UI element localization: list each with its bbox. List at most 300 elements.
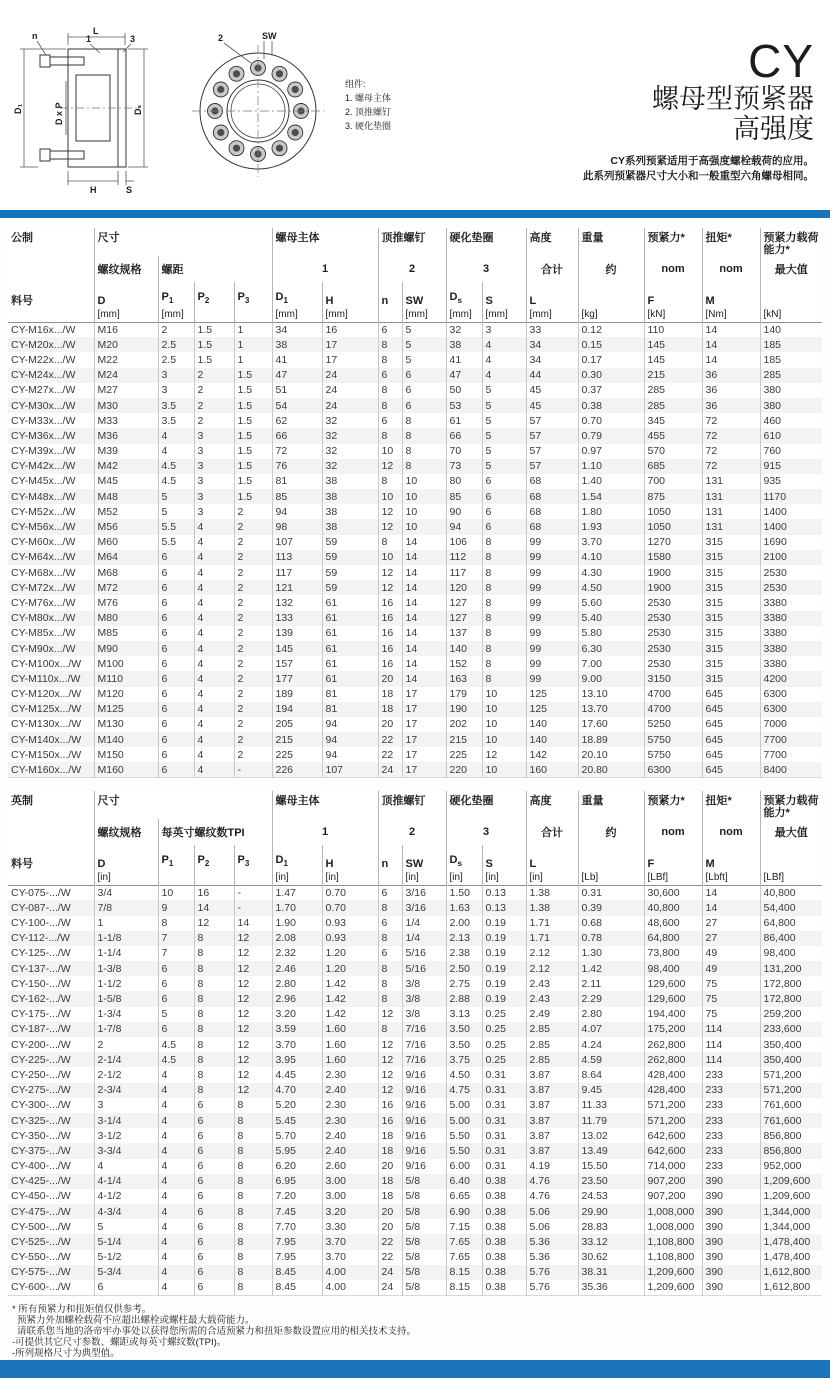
value-cell: 2.12 (526, 946, 578, 961)
value-cell: 94 (322, 747, 378, 762)
column-subgroup-header: 1 (272, 819, 378, 845)
value-cell: 2.85 (526, 1037, 578, 1052)
value-cell: 13.49 (578, 1143, 644, 1158)
part-number-cell: CY-225-.../W (11, 1053, 71, 1066)
part-number-cell: CY-425-.../W (11, 1175, 71, 1188)
value-cell: M140 (94, 732, 158, 747)
column-header: L [in] (526, 845, 578, 885)
value-cell: 3.50 (446, 1022, 482, 1037)
part-number-cell: CY-350-.../W (11, 1129, 71, 1142)
value-cell: 81 (322, 687, 378, 702)
value-cell: 5/8 (402, 1204, 446, 1219)
footnote-line: -可提供其它尺寸参数、螺距或每英寸螺纹数(TPI)。 (12, 1336, 227, 1348)
value-cell: 17 (402, 687, 446, 702)
value-cell: 4 (158, 1143, 194, 1158)
value-cell: 4.75 (446, 1083, 482, 1098)
value-cell: 1400 (760, 519, 822, 534)
value-cell: 6 (158, 762, 194, 777)
value-cell: 99 (526, 580, 578, 595)
product-subtitle-grade: 高强度 (733, 114, 814, 144)
value-cell: 4 (158, 1265, 194, 1280)
value-cell: 9/16 (402, 1128, 446, 1143)
column-header: [LBf] (760, 845, 822, 885)
value-cell: 2 (234, 641, 272, 656)
value-cell: 129,600 (644, 976, 702, 991)
value-cell: 5.50 (446, 1143, 482, 1158)
column-header: $P_1$ (158, 845, 194, 885)
value-cell: 24 (322, 398, 378, 413)
value-cell: 6 (482, 504, 526, 519)
value-cell: 315 (702, 550, 760, 565)
value-cell: 140 (760, 322, 822, 337)
value-cell: 1/4 (402, 931, 446, 946)
value-cell: M150 (94, 747, 158, 762)
legend-item: 2. 顶推螺钉 (345, 107, 392, 117)
value-cell: 0.25 (482, 1037, 526, 1052)
value-cell: 6 (158, 687, 194, 702)
part-number-cell: CY-450-.../W (11, 1190, 71, 1203)
column-header: [kN] (760, 282, 822, 322)
value-cell: 3.87 (526, 1143, 578, 1158)
value-cell: 11.79 (578, 1113, 644, 1128)
value-cell: 4 (158, 1189, 194, 1204)
value-cell: 6 (194, 1143, 234, 1158)
value-cell: 5-1/2 (94, 1250, 158, 1265)
column-group-header: 重量 (578, 791, 644, 819)
value-cell: 81 (322, 702, 378, 717)
value-cell: 12 (234, 1067, 272, 1082)
column-group-header: 尺寸 (94, 228, 272, 256)
table-row (8, 1113, 822, 1128)
value-cell: 4 (158, 428, 194, 443)
value-cell: 12 (234, 991, 272, 1006)
value-cell: 10 (402, 519, 446, 534)
value-cell: 315 (702, 671, 760, 686)
value-cell: 5.00 (446, 1098, 482, 1113)
value-cell: 3/8 (402, 991, 446, 1006)
value-cell: 41 (272, 352, 322, 367)
description-line: CY系列预紧适用于高强度螺栓载荷的应用。 (610, 155, 814, 167)
value-cell: - (234, 900, 272, 915)
value-cell: 315 (702, 565, 760, 580)
part-number-cell: CY-M160x.../W (11, 763, 82, 776)
value-cell: 6 (158, 732, 194, 747)
value-cell: 7.95 (272, 1234, 322, 1249)
value-cell: 907,200 (644, 1189, 702, 1204)
value-cell: 0.39 (578, 900, 644, 915)
value-cell: 34 (526, 337, 578, 352)
value-cell: 700 (644, 474, 702, 489)
table-row (8, 1052, 822, 1067)
value-cell: 5.76 (526, 1265, 578, 1280)
value-cell: 8 (234, 1174, 272, 1189)
value-cell: 107 (272, 535, 322, 550)
value-cell: 14 (402, 595, 446, 610)
value-cell: 4 (158, 1083, 194, 1098)
value-cell: 38 (322, 489, 378, 504)
legend-item: 1. 螺母主体 (345, 93, 392, 103)
value-cell: 1.30 (578, 946, 644, 961)
value-cell: 3.00 (322, 1189, 378, 1204)
value-cell: 12 (378, 1052, 402, 1067)
value-cell: 10 (378, 444, 402, 459)
value-cell: 645 (702, 762, 760, 777)
value-cell: M56 (94, 519, 158, 534)
value-cell: 380 (760, 398, 822, 413)
value-cell: 2.30 (322, 1098, 378, 1113)
table-row (8, 991, 822, 1006)
value-cell: 57 (526, 413, 578, 428)
value-cell: 17 (322, 352, 378, 367)
value-cell: 5.06 (526, 1204, 578, 1219)
value-cell: 172,800 (760, 976, 822, 991)
value-cell: 215 (446, 732, 482, 747)
value-cell: 121 (272, 580, 322, 595)
accent-divider-bar (0, 210, 830, 218)
value-cell: 59 (322, 535, 378, 550)
value-cell: 12 (234, 1052, 272, 1067)
value-cell: 94 (322, 717, 378, 732)
value-cell: 642,600 (644, 1128, 702, 1143)
part-number-cell: CY-M60x.../W (11, 536, 76, 549)
value-cell: 16 (322, 322, 378, 337)
value-cell: 6 (378, 413, 402, 428)
part-number-cell: CY-325-.../W (11, 1114, 71, 1127)
value-cell: 3.5 (158, 398, 194, 413)
value-cell: 16 (378, 641, 402, 656)
value-cell: 12 (378, 565, 402, 580)
part-number-cell: CY-375-.../W (11, 1144, 71, 1157)
value-cell: 7.70 (272, 1219, 322, 1234)
value-cell: 4 (194, 747, 234, 762)
part-number-cell: CY-M39x.../W (11, 445, 76, 458)
value-cell: 4-1/2 (94, 1189, 158, 1204)
value-cell: 1.42 (322, 991, 378, 1006)
value-cell: 16 (378, 611, 402, 626)
value-cell: 610 (760, 428, 822, 443)
value-cell: 8 (378, 535, 402, 550)
value-cell: 6 (194, 1219, 234, 1234)
table-row (8, 1128, 822, 1143)
value-cell: 3.20 (272, 1007, 322, 1022)
table-row (8, 383, 822, 398)
value-cell: 3.95 (272, 1052, 322, 1067)
value-cell: 1170 (760, 489, 822, 504)
description-line: 此系列预紧器尺寸大小和一般重型六角螺母相同。 (583, 170, 814, 182)
value-cell: 64,800 (760, 916, 822, 931)
value-cell: 22 (378, 732, 402, 747)
column-header: S [mm] (482, 282, 526, 322)
table-row (8, 1234, 822, 1249)
value-cell: 233 (702, 1159, 760, 1174)
column-header: 料号 (11, 857, 33, 870)
value-cell: 3.75 (446, 1052, 482, 1067)
value-cell: 1900 (644, 580, 702, 595)
value-cell: 5.50 (446, 1128, 482, 1143)
value-cell: 2530 (644, 595, 702, 610)
value-cell: 4 (194, 595, 234, 610)
value-cell: 761,600 (760, 1113, 822, 1128)
value-cell: 12 (378, 1037, 402, 1052)
part-number-cell: CY-M76x.../W (11, 596, 76, 609)
column-subgroup-header: 最大值 (760, 819, 822, 845)
value-cell: 4 (194, 626, 234, 641)
value-cell: 140 (526, 732, 578, 747)
part-number-cell: CY-M85x.../W (11, 627, 76, 640)
part-number-cell: CY-M120x.../W (11, 688, 82, 701)
value-cell: 8 (378, 991, 402, 1006)
value-cell: 5.60 (578, 595, 644, 610)
value-cell: 4 (194, 656, 234, 671)
value-cell: 47 (446, 368, 482, 383)
value-cell: 233,600 (760, 1022, 822, 1037)
value-cell: 5/8 (402, 1189, 446, 1204)
table-row (8, 504, 822, 519)
value-cell: 0.70 (322, 885, 378, 900)
value-cell: M90 (94, 641, 158, 656)
value-cell: - (234, 885, 272, 900)
value-cell: 12 (378, 580, 402, 595)
value-cell: 8.64 (578, 1067, 644, 1082)
part-number-cell: CY-M80x.../W (11, 612, 76, 625)
value-cell: 233 (702, 1143, 760, 1158)
value-cell: 18 (378, 687, 402, 702)
table-row (8, 656, 822, 671)
table-row (8, 368, 822, 383)
value-cell: 1,008,000 (644, 1219, 702, 1234)
value-cell: 8 (482, 656, 526, 671)
value-cell: 9/16 (402, 1113, 446, 1128)
value-cell: 2.75 (446, 976, 482, 991)
value-cell: 2.60 (322, 1159, 378, 1174)
value-cell: 5.95 (272, 1143, 322, 1158)
value-cell: 2 (234, 611, 272, 626)
value-cell: 45 (526, 398, 578, 413)
value-cell: 8 (482, 565, 526, 580)
value-cell: 2 (234, 565, 272, 580)
value-cell: 24 (378, 1280, 402, 1295)
table-row (8, 444, 822, 459)
column-header: $P_3$ (234, 282, 272, 322)
part-callout-1: 1 (86, 34, 92, 44)
value-cell: 51 (272, 383, 322, 398)
value-cell: 2530 (644, 626, 702, 641)
value-cell: 127 (446, 611, 482, 626)
value-cell: 194,400 (644, 1007, 702, 1022)
value-cell: 2 (194, 383, 234, 398)
value-cell: 6 (194, 1234, 234, 1249)
value-cell: 7 (158, 946, 194, 961)
value-cell: 125 (526, 702, 578, 717)
value-cell: 3.13 (446, 1007, 482, 1022)
value-cell: 6 (158, 991, 194, 1006)
value-cell: 12 (378, 504, 402, 519)
table-row (8, 474, 822, 489)
value-cell: 61 (322, 626, 378, 641)
value-cell: 66 (272, 428, 322, 443)
value-cell: 315 (702, 656, 760, 671)
value-cell: 8 (378, 337, 402, 352)
value-cell: 571,200 (760, 1083, 822, 1098)
value-cell: 18 (378, 1174, 402, 1189)
table-row (8, 519, 822, 534)
value-cell: 4.59 (578, 1052, 644, 1067)
column-subgroup-header: 约 (578, 256, 644, 282)
spec-content (0, 218, 830, 1359)
value-cell: 114 (702, 1022, 760, 1037)
value-cell: 2-3/4 (94, 1083, 158, 1098)
value-cell: 2.38 (446, 946, 482, 961)
value-cell: 5.5 (158, 519, 194, 534)
value-cell: 6300 (760, 687, 822, 702)
value-cell: 4 (158, 1067, 194, 1082)
value-cell: 5/8 (402, 1280, 446, 1295)
value-cell: 189 (272, 687, 322, 702)
value-cell: 5.76 (526, 1280, 578, 1295)
table-row (8, 1219, 822, 1234)
part-number-cell: CY-M30x.../W (11, 399, 76, 412)
value-cell: 315 (702, 580, 760, 595)
value-cell: 3.87 (526, 1083, 578, 1098)
table-row (8, 565, 822, 580)
value-cell: 68 (526, 519, 578, 534)
dim-label-H: H (90, 185, 97, 195)
value-cell: 27 (702, 931, 760, 946)
value-cell: 73 (446, 459, 482, 474)
footnotes (12, 1304, 822, 1359)
value-cell: 4 (158, 1174, 194, 1189)
value-cell: 2 (234, 732, 272, 747)
column-subgroup-header: 约 (578, 819, 644, 845)
value-cell: 0.19 (482, 916, 526, 931)
value-cell: 160 (526, 762, 578, 777)
value-cell: 4.19 (526, 1159, 578, 1174)
table-row (8, 916, 822, 931)
value-cell: 22 (378, 1234, 402, 1249)
value-cell: 17 (402, 762, 446, 777)
value-cell: 4 (194, 687, 234, 702)
value-cell: 7.00 (578, 656, 644, 671)
value-cell: 64,800 (644, 931, 702, 946)
value-cell: 17 (322, 337, 378, 352)
value-cell: 6 (158, 580, 194, 595)
value-cell: 8 (402, 413, 446, 428)
value-cell: 0.31 (482, 1067, 526, 1082)
value-cell: 7.15 (446, 1219, 482, 1234)
value-cell: 4 (194, 717, 234, 732)
value-cell: 2.40 (322, 1143, 378, 1158)
value-cell: 3 (194, 489, 234, 504)
value-cell: 14 (194, 900, 234, 915)
value-cell: 4.50 (578, 580, 644, 595)
value-cell: 1.5 (234, 474, 272, 489)
value-cell: 645 (702, 702, 760, 717)
technical-drawing-svg (10, 25, 480, 195)
column-header: [kg] (578, 282, 644, 322)
value-cell: 1.5 (234, 368, 272, 383)
value-cell: 1.60 (322, 1022, 378, 1037)
part-number-cell: CY-175-.../W (11, 1008, 71, 1021)
value-cell: 163 (446, 671, 482, 686)
value-cell: 6 (158, 747, 194, 762)
value-cell: 0.30 (578, 368, 644, 383)
value-cell: 16 (378, 626, 402, 641)
value-cell: 4 (194, 762, 234, 777)
value-cell: 106 (446, 535, 482, 550)
value-cell: 4 (158, 1113, 194, 1128)
value-cell: 1 (234, 322, 272, 337)
value-cell: 20.10 (578, 747, 644, 762)
value-cell: 4 (194, 550, 234, 565)
value-cell: 8400 (760, 762, 822, 777)
value-cell: 350,400 (760, 1052, 822, 1067)
part-number-cell: CY-112-.../W (11, 932, 70, 945)
value-cell: 12 (482, 747, 526, 762)
value-cell: 4700 (644, 687, 702, 702)
value-cell: 2 (234, 656, 272, 671)
value-cell: 8 (482, 550, 526, 565)
value-cell: 0.78 (578, 931, 644, 946)
value-cell: 16 (378, 1113, 402, 1128)
value-cell: 4.50 (446, 1067, 482, 1082)
value-cell: 5.5 (158, 535, 194, 550)
value-cell: 14 (402, 565, 446, 580)
value-cell: 94 (272, 504, 322, 519)
value-cell: 38.31 (578, 1265, 644, 1280)
value-cell: 220 (446, 762, 482, 777)
value-cell: 32 (446, 322, 482, 337)
value-cell: 8 (234, 1143, 272, 1158)
value-cell: 0.31 (482, 1128, 526, 1143)
value-cell: 8 (234, 1250, 272, 1265)
value-cell: 3.70 (272, 1037, 322, 1052)
value-cell: 53 (446, 398, 482, 413)
value-cell: 6 (158, 565, 194, 580)
column-group-header: 预紧力载荷能力* (760, 228, 822, 256)
value-cell: 0.25 (482, 1007, 526, 1022)
value-cell: 0.17 (578, 352, 644, 367)
value-cell: 9/16 (402, 1098, 446, 1113)
value-cell: 642,600 (644, 1143, 702, 1158)
part-number-cell: CY-137-.../W (11, 962, 71, 975)
footnote-line: 请联系您当地的洛帝牢办事处以获得您所需的合适预紧力和扭矩参数设置应用的相关技术支持。 (17, 1325, 417, 1337)
value-cell: 47 (272, 368, 322, 383)
value-cell: 0.31 (578, 885, 644, 900)
part-number-cell: CY-M48x.../W (11, 490, 76, 503)
value-cell: 114 (702, 1037, 760, 1052)
value-cell: 350,400 (760, 1037, 822, 1052)
value-cell: 262,800 (644, 1052, 702, 1067)
value-cell: 6 (158, 702, 194, 717)
value-cell: 1-3/4 (94, 1007, 158, 1022)
value-cell: 390 (702, 1280, 760, 1295)
table-row (8, 671, 822, 686)
value-cell: 14 (702, 337, 760, 352)
value-cell: 6 (378, 916, 402, 931)
value-cell: 1.5 (234, 398, 272, 413)
value-cell: 6 (158, 611, 194, 626)
value-cell: 117 (446, 565, 482, 580)
part-number-cell: CY-275-.../W (11, 1084, 71, 1097)
product-drawing (10, 25, 480, 200)
value-cell: 714,000 (644, 1159, 702, 1174)
part-number-cell: CY-M22x.../W (11, 353, 76, 366)
part-callout-3: 3 (130, 34, 136, 44)
value-cell: 1,478,400 (760, 1250, 822, 1265)
value-cell: 0.38 (482, 1280, 526, 1295)
value-cell: 6 (158, 641, 194, 656)
table-row (8, 1174, 822, 1189)
